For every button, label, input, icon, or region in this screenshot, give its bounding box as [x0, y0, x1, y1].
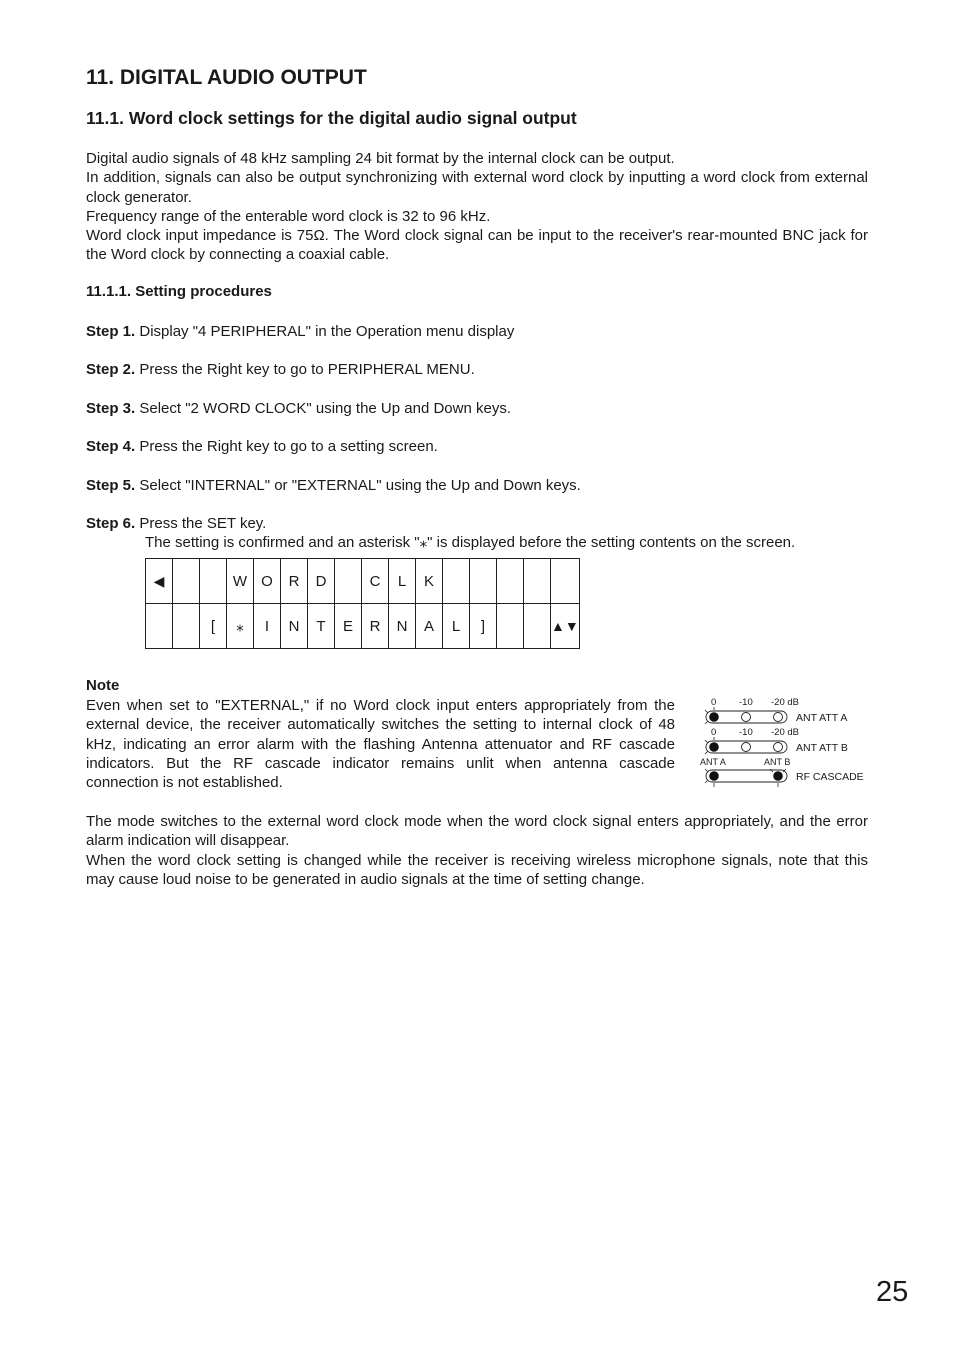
lcd-cell [173, 604, 200, 649]
procedures-title: 11.1.1. Setting procedures [86, 283, 272, 300]
led-on [709, 712, 719, 722]
intro-paragraph: Word clock input impedance is 75Ω. The Word clock signal can be input to the receiver's rear-mounted BNC jack for the Word clock by connecting a coaxial cable. [86, 227, 868, 264]
step-6-detail: The setting is confirmed and an asterisk "⁎" is displayed before the setting contents on the screen. [145, 534, 796, 551]
lcd-cell: C [362, 559, 389, 604]
lcd-cell [551, 559, 580, 604]
lcd-cell: R [281, 559, 308, 604]
step-3 [86, 399, 511, 418]
lcd-cell [497, 604, 524, 649]
indicator-panel-diagram [697, 694, 872, 790]
lcd-cell: O [254, 559, 281, 604]
lcd-cell: A [416, 604, 443, 649]
outro-paragraph: When the word clock setting is changed while the receiver is receiving wireless microphone signals, note that this may cause loud noise to be generated in audio signals at the time of setting change. [86, 851, 868, 888]
lcd-cell [443, 559, 470, 604]
led-on [709, 771, 719, 781]
rf-cascade-label: RF CASCADE [796, 771, 864, 783]
lcd-cell: D [308, 559, 335, 604]
lcd-cell: T [308, 604, 335, 649]
lcd-cell [524, 559, 551, 604]
step-text: Display "4 PERIPHERAL" in the Operation menu display [139, 323, 515, 340]
lcd-cell: N [281, 604, 308, 649]
step-text: Press the Right key to go to a setting screen. [139, 438, 438, 455]
step-text: Select "INTERNAL" or "EXTERNAL" using the Up and Down keys. [139, 477, 581, 494]
step-text: Press the Right key to go to PERIPHERAL MENU. [139, 361, 475, 378]
ant-a-label: ANT A [700, 757, 726, 767]
lcd-cell [146, 604, 173, 649]
step-2 [86, 360, 475, 379]
step-1 [86, 322, 514, 341]
step-label: Step 5. [86, 477, 136, 494]
subsection-title: 11.1. Word clock settings for the digital audio signal output [86, 108, 577, 128]
lcd-cell: K [416, 559, 443, 604]
lcd-cell [524, 604, 551, 649]
lcd-cell: L [443, 604, 470, 649]
flash-ray [705, 769, 708, 772]
scale-label-0: 0 [711, 727, 717, 738]
intro-paragraph: Digital audio signals of 48 kHz sampling 24 bit format by the internal clock can be output. [86, 150, 675, 167]
lcd-cell: I [254, 604, 281, 649]
lcd-cell [335, 559, 362, 604]
note-title: Note [86, 677, 120, 694]
led-off [774, 713, 783, 722]
ant-b-label: ANT B [764, 757, 791, 767]
section-title: 11. DIGITAL AUDIO OUTPUT [86, 66, 367, 89]
lcd-cell [497, 559, 524, 604]
left-arrow-icon: ◀ [146, 559, 173, 604]
led-on [709, 742, 719, 752]
ant-att-a-label: ANT ATT A [796, 712, 848, 724]
led-off [742, 713, 751, 722]
led-off [742, 743, 751, 752]
lcd-row-1 [146, 559, 580, 604]
outro-paragraph: The mode switches to the external word clock mode when the word clock signal enters appropriately, and the error alarm indication will disappear. [86, 813, 868, 850]
scale-label-10: -10 [739, 697, 753, 708]
page-number: 25 [876, 1276, 909, 1308]
scale-label-20: -20 dB [771, 697, 799, 708]
step-text: Select "2 WORD CLOCK" using the Up and Down keys. [139, 400, 511, 417]
step-text: Press the SET key. [139, 515, 267, 532]
lcd-cell: R [362, 604, 389, 649]
step-label: Step 4. [86, 438, 136, 455]
lcd-cell: ] [470, 604, 497, 649]
step-5 [86, 476, 581, 495]
scale-label-0: 0 [711, 697, 717, 708]
step-label: Step 3. [86, 400, 136, 417]
lcd-cell: [ [200, 604, 227, 649]
ant-att-b-label: ANT ATT B [796, 742, 848, 754]
lcd-cell [200, 559, 227, 604]
flash-ray [705, 751, 708, 754]
led-on [773, 771, 783, 781]
intro-paragraph: In addition, signals can also be output synchronizing with external word clock by inputting a word clock from external clock generator. [86, 169, 868, 206]
led-off [774, 743, 783, 752]
lcd-display [145, 558, 580, 649]
flash-ray [705, 780, 708, 783]
note-text: Even when set to "EXTERNAL," if no Word clock input enters appropriately from the external device, the receiver automatically switches the setting to internal clock of 48 kHz, indicating an error alarm with the flashing Antenna attenuator and RF cascade indicators. But the RF cascade indicator remains unlit when antenna cascade connection is not established. [86, 697, 675, 792]
scale-label-20: -20 dB [771, 727, 799, 738]
flash-ray [705, 740, 708, 743]
lcd-cell: E [335, 604, 362, 649]
lcd-cell [173, 559, 200, 604]
step-6 [86, 514, 266, 533]
up-down-arrow-icon: ▲▼ [551, 604, 580, 649]
step-4 [86, 437, 438, 456]
lcd-cell [470, 559, 497, 604]
intro-text [86, 149, 868, 265]
step-label: Step 2. [86, 361, 136, 378]
scale-label-10: -10 [739, 727, 753, 738]
flash-ray [705, 710, 708, 713]
lcd-cell: W [227, 559, 254, 604]
step-label: Step 1. [86, 323, 136, 340]
asterisk-icon: ⁎ [227, 604, 254, 649]
flash-ray [770, 769, 773, 772]
lcd-cell: L [389, 559, 416, 604]
lcd-cell: N [389, 604, 416, 649]
lcd-row-2 [146, 604, 580, 649]
step-label: Step 6. [86, 515, 136, 532]
outro-text [86, 812, 868, 889]
flash-ray [705, 721, 708, 724]
intro-paragraph: Frequency range of the enterable word clock is 32 to 96 kHz. [86, 207, 491, 225]
